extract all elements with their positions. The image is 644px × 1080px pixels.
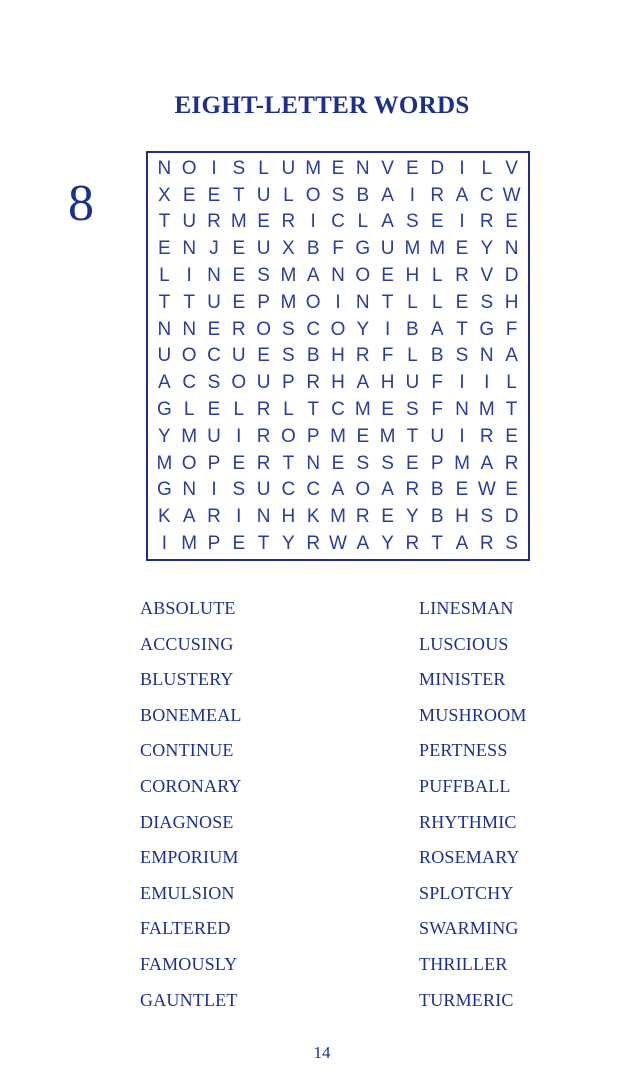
word-list-item: EMPORIUM bbox=[140, 847, 239, 868]
grid-cell: V bbox=[480, 265, 494, 287]
grid-cell: S bbox=[282, 318, 295, 340]
grid-cell: P bbox=[207, 533, 221, 555]
grid-cell: N bbox=[182, 479, 197, 501]
grid-cell: N bbox=[182, 238, 197, 260]
grid-cell: R bbox=[405, 479, 420, 501]
grid-cell: A bbox=[381, 211, 394, 233]
grid-cell: S bbox=[381, 452, 394, 474]
grid-cell: M bbox=[305, 157, 322, 179]
grid-cell: N bbox=[479, 345, 494, 367]
grid-cell: G bbox=[157, 479, 172, 501]
grid-cell: N bbox=[331, 265, 345, 287]
grid-cell: P bbox=[257, 291, 270, 313]
grid-cell: R bbox=[455, 265, 469, 287]
grid-cell: L bbox=[506, 372, 517, 394]
grid-cell: J bbox=[209, 238, 219, 260]
grid-cell: P bbox=[430, 452, 444, 474]
grid-cell: W bbox=[329, 533, 347, 555]
grid-cell: G bbox=[355, 238, 371, 260]
grid-cell: L bbox=[159, 265, 170, 287]
grid-cell: I bbox=[335, 291, 341, 313]
grid-cell: R bbox=[306, 372, 321, 394]
grid-cell: N bbox=[355, 291, 370, 313]
grid-cell: L bbox=[183, 399, 195, 421]
grid-cell: I bbox=[310, 211, 316, 233]
grid-cell: A bbox=[455, 184, 469, 206]
grid-cell: E bbox=[232, 452, 246, 474]
grid-cell: U bbox=[256, 238, 271, 260]
grid-cell: U bbox=[207, 425, 221, 447]
grid-cell: A bbox=[455, 533, 469, 555]
grid-cell: B bbox=[306, 238, 320, 260]
grid-cell: E bbox=[406, 157, 419, 179]
grid-cell: E bbox=[207, 318, 221, 340]
grid-cell: A bbox=[356, 533, 370, 555]
grid-cell: U bbox=[231, 345, 246, 367]
word-list-item: FAMOUSLY bbox=[140, 953, 238, 974]
grid-cell: I bbox=[384, 318, 391, 340]
grid-cell: A bbox=[381, 479, 394, 501]
word-list-item: TURMERIC bbox=[419, 989, 514, 1010]
grid-cell: I bbox=[211, 479, 217, 501]
word-list-item: ACCUSING bbox=[140, 633, 234, 654]
grid-cell: M bbox=[181, 425, 198, 447]
puzzle-number: 8 bbox=[68, 175, 94, 232]
grid-cell: E bbox=[182, 184, 196, 206]
grid-cell: M bbox=[330, 425, 346, 447]
grid-cell: S bbox=[406, 211, 419, 233]
grid-cell: A bbox=[356, 372, 370, 394]
grid-cell: O bbox=[181, 452, 197, 474]
grid-cell: R bbox=[256, 452, 271, 474]
grid-cell: I bbox=[484, 372, 490, 394]
grid-cell: A bbox=[505, 345, 518, 367]
grid-cell: W bbox=[477, 479, 496, 501]
grid-cell: N bbox=[355, 157, 370, 179]
grid-cell: U bbox=[182, 211, 197, 233]
grid-cell: P bbox=[282, 372, 295, 394]
grid-cell: B bbox=[306, 345, 320, 367]
grid-cell: E bbox=[455, 479, 469, 501]
grid-cell: O bbox=[305, 184, 321, 206]
grid-cell: X bbox=[282, 238, 295, 260]
grid-cell: V bbox=[381, 157, 394, 179]
grid-cell: D bbox=[430, 157, 445, 179]
grid-cell: H bbox=[380, 372, 395, 394]
grid-cell: R bbox=[306, 533, 321, 555]
grid-cell: S bbox=[282, 345, 295, 367]
grid-cell: I bbox=[459, 425, 465, 447]
word-list-item: MINISTER bbox=[419, 669, 506, 690]
grid-cell: R bbox=[430, 184, 445, 206]
word-list-item: SPLOTCHY bbox=[419, 882, 514, 903]
grid-cell: E bbox=[430, 211, 444, 233]
grid-cell: C bbox=[207, 345, 221, 367]
grid-cell: I bbox=[236, 425, 242, 447]
grid-cell: R bbox=[256, 425, 271, 447]
word-list-item: BONEMEAL bbox=[140, 704, 242, 725]
grid-cell: G bbox=[157, 399, 172, 421]
grid-cell: T bbox=[505, 399, 518, 421]
word-list-item: LUSCIOUS bbox=[419, 633, 509, 654]
grid-cell: E bbox=[331, 452, 345, 474]
word-list-item: ROSEMARY bbox=[419, 847, 520, 868]
grid-cell: C bbox=[331, 399, 345, 421]
grid-cell: F bbox=[505, 318, 518, 340]
grid-cell: M bbox=[156, 452, 173, 474]
grid-cell: D bbox=[504, 265, 519, 287]
grid-cell: W bbox=[502, 184, 521, 206]
grid-cell: O bbox=[281, 425, 296, 447]
grid-cell: R bbox=[355, 506, 370, 528]
grid-cell: S bbox=[480, 506, 494, 528]
word-list-item: BLUSTERY bbox=[140, 669, 234, 690]
grid-cell: E bbox=[455, 291, 469, 313]
grid-cell: L bbox=[431, 265, 443, 287]
grid-cell: E bbox=[455, 238, 469, 260]
grid-cell: I bbox=[161, 533, 168, 555]
grid-cell: M bbox=[478, 399, 495, 421]
grid-cell: Y bbox=[406, 506, 419, 528]
grid-cell: L bbox=[283, 399, 294, 421]
grid-cell: L bbox=[407, 291, 418, 313]
page-title: EIGHT-LETTER WORDS bbox=[174, 92, 470, 119]
grid-cell: T bbox=[431, 533, 443, 555]
grid-cell: G bbox=[479, 318, 495, 340]
grid-cell: T bbox=[456, 318, 468, 340]
grid-cell: T bbox=[406, 425, 419, 447]
grid-cell: O bbox=[330, 318, 346, 340]
grid-cell: F bbox=[431, 399, 443, 421]
grid-cell: R bbox=[504, 452, 519, 474]
grid-cell: R bbox=[479, 211, 494, 233]
grid-cell: H bbox=[331, 372, 345, 394]
grid-cell: R bbox=[405, 533, 420, 555]
grid-cell: Y bbox=[158, 425, 171, 447]
grid-cell: E bbox=[505, 211, 518, 233]
grid-cell: I bbox=[459, 211, 465, 233]
grid-cell: Y bbox=[282, 533, 295, 555]
word-list-item: PERTNESS bbox=[419, 740, 508, 761]
grid-cell: C bbox=[306, 479, 321, 501]
grid-cell: E bbox=[381, 399, 394, 421]
grid-cell: R bbox=[281, 211, 296, 233]
grid-cell: E bbox=[207, 399, 221, 421]
grid-cell: E bbox=[232, 265, 246, 287]
grid-cell: U bbox=[157, 345, 172, 367]
grid-cell: N bbox=[207, 265, 221, 287]
grid-cell: M bbox=[280, 291, 297, 313]
grid-cell: M bbox=[404, 238, 421, 260]
grid-cell: U bbox=[256, 479, 271, 501]
grid-cell: I bbox=[186, 265, 192, 287]
grid-cell: A bbox=[331, 479, 345, 501]
grid-cell: K bbox=[158, 506, 171, 528]
grid-cell: H bbox=[281, 506, 296, 528]
grid-cell: F bbox=[332, 238, 344, 260]
grid-cell: T bbox=[232, 184, 245, 206]
grid-cell: U bbox=[256, 184, 271, 206]
grid-cell: L bbox=[258, 157, 269, 179]
grid-cell: I bbox=[459, 372, 465, 394]
grid-cell: H bbox=[405, 265, 420, 287]
grid-cell: S bbox=[455, 345, 469, 367]
grid-cell: S bbox=[406, 399, 419, 421]
grid-cell: R bbox=[479, 533, 494, 555]
grid-cell: R bbox=[207, 211, 221, 233]
grid-cell: M bbox=[429, 238, 446, 260]
grid-cell: A bbox=[381, 184, 394, 206]
grid-cell: M bbox=[280, 265, 297, 287]
grid-cell: H bbox=[331, 345, 345, 367]
grid-cell: L bbox=[233, 399, 245, 421]
grid-cell: S bbox=[257, 265, 270, 287]
grid-cell: N bbox=[306, 452, 321, 474]
grid-cell: N bbox=[504, 238, 519, 260]
grid-cell: C bbox=[331, 211, 345, 233]
grid-cell: A bbox=[158, 372, 171, 394]
grid-cell: E bbox=[257, 211, 270, 233]
grid-cell: E bbox=[356, 425, 370, 447]
grid-cell: T bbox=[183, 291, 195, 313]
grid-cell: N bbox=[182, 318, 197, 340]
grid-cell: U bbox=[207, 291, 221, 313]
grid-cell: B bbox=[430, 479, 444, 501]
grid-cell: C bbox=[479, 184, 494, 206]
grid-cell: B bbox=[430, 506, 444, 528]
grid-cell: R bbox=[355, 345, 370, 367]
grid-cell: B bbox=[430, 345, 444, 367]
grid-cell: E bbox=[331, 157, 345, 179]
word-list-item: PUFFBALL bbox=[419, 775, 511, 796]
grid-cell: U bbox=[405, 372, 420, 394]
grid-cell: U bbox=[256, 372, 271, 394]
grid-cell: N bbox=[157, 157, 172, 179]
grid-cell: E bbox=[505, 479, 518, 501]
grid-cell: H bbox=[455, 506, 469, 528]
grid-cell: P bbox=[207, 452, 221, 474]
grid-cell: B bbox=[356, 184, 370, 206]
grid-cell: I bbox=[211, 157, 217, 179]
grid-cell: I bbox=[236, 506, 242, 528]
grid-cell: C bbox=[281, 479, 296, 501]
grid-cell: R bbox=[231, 318, 246, 340]
grid-cell: S bbox=[207, 372, 221, 394]
word-list-item: SWARMING bbox=[419, 918, 519, 939]
grid-cell: U bbox=[430, 425, 445, 447]
grid-cell: L bbox=[407, 345, 418, 367]
grid-cell: E bbox=[232, 533, 246, 555]
word-list-item: CORONARY bbox=[140, 775, 242, 796]
grid-cell: A bbox=[480, 452, 494, 474]
grid-cell: E bbox=[381, 265, 394, 287]
grid-cell: T bbox=[158, 211, 171, 233]
grid-cell: H bbox=[504, 291, 519, 313]
word-list-item: EMULSION bbox=[140, 882, 235, 903]
grid-cell: Y bbox=[356, 318, 370, 340]
word-list-item: MUSHROOM bbox=[419, 704, 527, 725]
grid-cell: T bbox=[257, 533, 270, 555]
grid-cell: D bbox=[504, 506, 519, 528]
grid-cell: C bbox=[182, 372, 197, 394]
grid-cell: E bbox=[232, 291, 246, 313]
word-list-item: FALTERED bbox=[140, 918, 231, 939]
word-list-item: GAUNTLET bbox=[140, 989, 238, 1010]
grid-cell: A bbox=[182, 506, 196, 528]
grid-cell: L bbox=[283, 184, 294, 206]
grid-cell: T bbox=[307, 399, 319, 421]
grid-cell: T bbox=[282, 452, 295, 474]
grid-cell: O bbox=[256, 318, 271, 340]
grid-cell: A bbox=[430, 318, 444, 340]
grid-cell: E bbox=[406, 452, 419, 474]
grid-cell: Y bbox=[480, 238, 494, 260]
grid-cell: S bbox=[232, 479, 246, 501]
grid-cell: S bbox=[505, 533, 518, 555]
grid-cell: K bbox=[306, 506, 320, 528]
grid-cell: N bbox=[256, 506, 271, 528]
grid-cell: M bbox=[181, 533, 198, 555]
grid-cell: I bbox=[409, 184, 416, 206]
grid-cell: R bbox=[207, 506, 221, 528]
grid-cell: M bbox=[354, 399, 371, 421]
grid-cell: E bbox=[232, 238, 246, 260]
grid-cell: B bbox=[406, 318, 419, 340]
grid-cell: R bbox=[479, 425, 494, 447]
page-number: 14 bbox=[313, 1043, 331, 1062]
grid-cell: V bbox=[505, 157, 518, 179]
grid-cell: F bbox=[381, 345, 394, 367]
word-list-item: CONTINUE bbox=[140, 740, 234, 761]
grid-cell: T bbox=[381, 291, 394, 313]
grid-cell: P bbox=[306, 425, 320, 447]
grid-cell: M bbox=[330, 506, 346, 528]
grid-cell: R bbox=[256, 399, 271, 421]
grid-cell: E bbox=[207, 184, 221, 206]
grid-cell: M bbox=[230, 211, 247, 233]
grid-cell: Y bbox=[381, 533, 394, 555]
word-list-item: DIAGNOSE bbox=[140, 811, 234, 832]
grid-cell: M bbox=[454, 452, 470, 474]
grid-cell: I bbox=[459, 157, 465, 179]
grid-cell: L bbox=[431, 291, 443, 313]
grid-cell: E bbox=[257, 345, 270, 367]
word-search-grid bbox=[146, 151, 530, 561]
word-list-item: LINESMAN bbox=[419, 598, 514, 618]
grid-cell: X bbox=[158, 184, 171, 206]
grid-cell: U bbox=[281, 157, 296, 179]
grid-cell: E bbox=[158, 238, 171, 260]
grid-cell: A bbox=[306, 265, 320, 287]
word-list-item: THRILLER bbox=[419, 953, 508, 974]
grid-cell: S bbox=[331, 184, 345, 206]
grid-cell: F bbox=[431, 372, 443, 394]
grid-cell: E bbox=[505, 425, 518, 447]
grid-cell: N bbox=[157, 318, 172, 340]
grid-cell: N bbox=[455, 399, 469, 421]
grid-cell: C bbox=[306, 318, 321, 340]
word-list-item: RHYTHMIC bbox=[419, 811, 517, 832]
grid-cell: S bbox=[480, 291, 494, 313]
word-list-right bbox=[419, 596, 527, 1023]
word-list-left bbox=[140, 596, 242, 1023]
grid-cell: S bbox=[356, 452, 370, 474]
grid-cell: U bbox=[380, 238, 395, 260]
grid-cell: L bbox=[481, 157, 493, 179]
grid-cell: O bbox=[305, 291, 321, 313]
word-list-item: ABSOLUTE bbox=[140, 598, 236, 618]
grid-cell: E bbox=[381, 506, 394, 528]
grid-cell: M bbox=[379, 425, 396, 447]
grid-cell: O bbox=[355, 265, 371, 287]
grid-cell: T bbox=[158, 291, 171, 313]
grid-cell: L bbox=[357, 211, 369, 233]
grid-cell: S bbox=[232, 157, 246, 179]
grid-cell: O bbox=[181, 345, 197, 367]
grid-cell: O bbox=[355, 479, 371, 501]
grid-cell: O bbox=[231, 372, 247, 394]
grid-cell: O bbox=[181, 157, 197, 179]
